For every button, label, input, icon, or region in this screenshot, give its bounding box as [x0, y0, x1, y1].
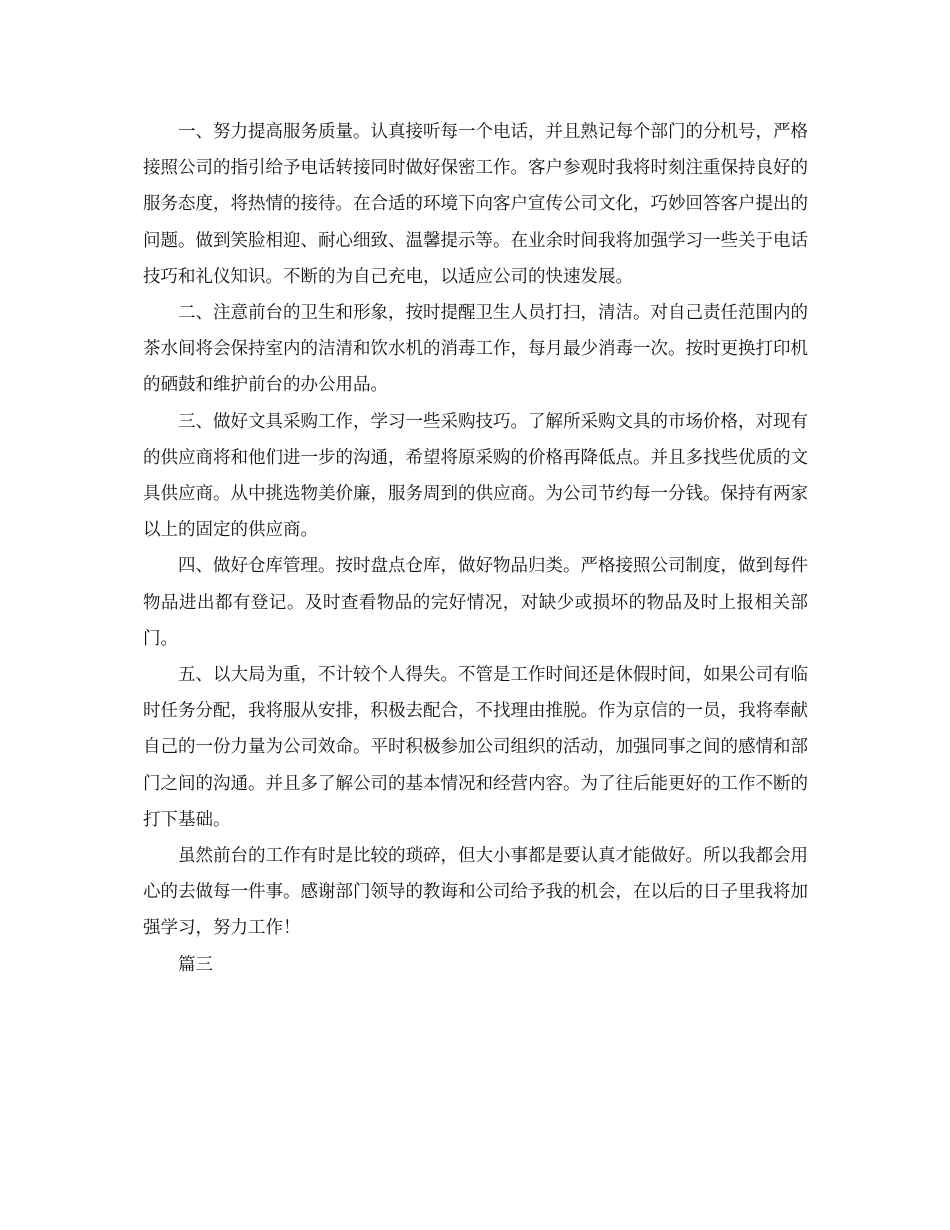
document-body: [143, 114, 808, 983]
paragraph-warehouse-management: 四、做好仓库管理。按时盘点仓库，做好物品归类。严格接照公司制度，做到每件物品进出都有登记。及时查看物品的完好情况，对缺少或损坏的物品及时上报相关部门。: [143, 556, 808, 649]
section-heading: 篇三: [178, 954, 213, 975]
paragraph-teamwork: 五、以大局为重，不计较个人得失。不管是工作时间还是休假时间，如果公司有临时任务分配，我将服从安排，积极去配合，不找理由推脱。作为京信的一员，我将奉献自己的一份力量为公司效命。平时积极参加公司组织的活动，加强同事之间的感情和部门之间的沟通。并且多了解公司的基本情况和经营内容。为了往后能更好的工作不断的打下基础。: [143, 665, 808, 830]
paragraph-front-desk-hygiene: 二、注意前台的卫生和形象，按时提醒卫生人员打扫，清洁。对自己责任范围内的茶水间将会保持室内的洁清和饮水机的消毒工作，每月最少消毒一次。按时更换打印机的硒鼓和维护前台的办公用品。: [143, 303, 808, 396]
paragraph-conclusion: 虽然前台的工作有时是比较的琐碎，但大小事都是要认真才能做好。所以我都会用心的去做每一件事。感谢部门领导的教诲和公司给予我的机会，在以后的日子里我将加强学习，努力工作！: [143, 846, 808, 939]
paragraph-service-quality: 一、努力提高服务质量。认真接听每一个电话，并且熟记每个部门的分机号，严格接照公司的指引给予电话转接同时做好保密工作。客户参观时我将时刻注重保持良好的服务态度，将热情的接待。在合适的环境下向客户宣传公司文化，巧妙回答客户提出的问题。做到笑脸相迎、耐心细致、温馨提示等。在业余时间我将加强学习一些关于电话技巧和礼仪知识。不断的为自己充电，以适应公司的快速发展。: [143, 122, 808, 287]
paragraph-stationery-purchasing: 三、做好文具采购工作，学习一些采购技巧。了解所采购文具的市场价格，对现有的供应商将和他们进一步的沟通，希望将原采购的价格再降低点。并且多找些优质的文具供应商。从中挑选物美价廉，服务周到的供应商。为公司节约每一分钱。保持有两家以上的固定的供应商。: [143, 411, 808, 541]
